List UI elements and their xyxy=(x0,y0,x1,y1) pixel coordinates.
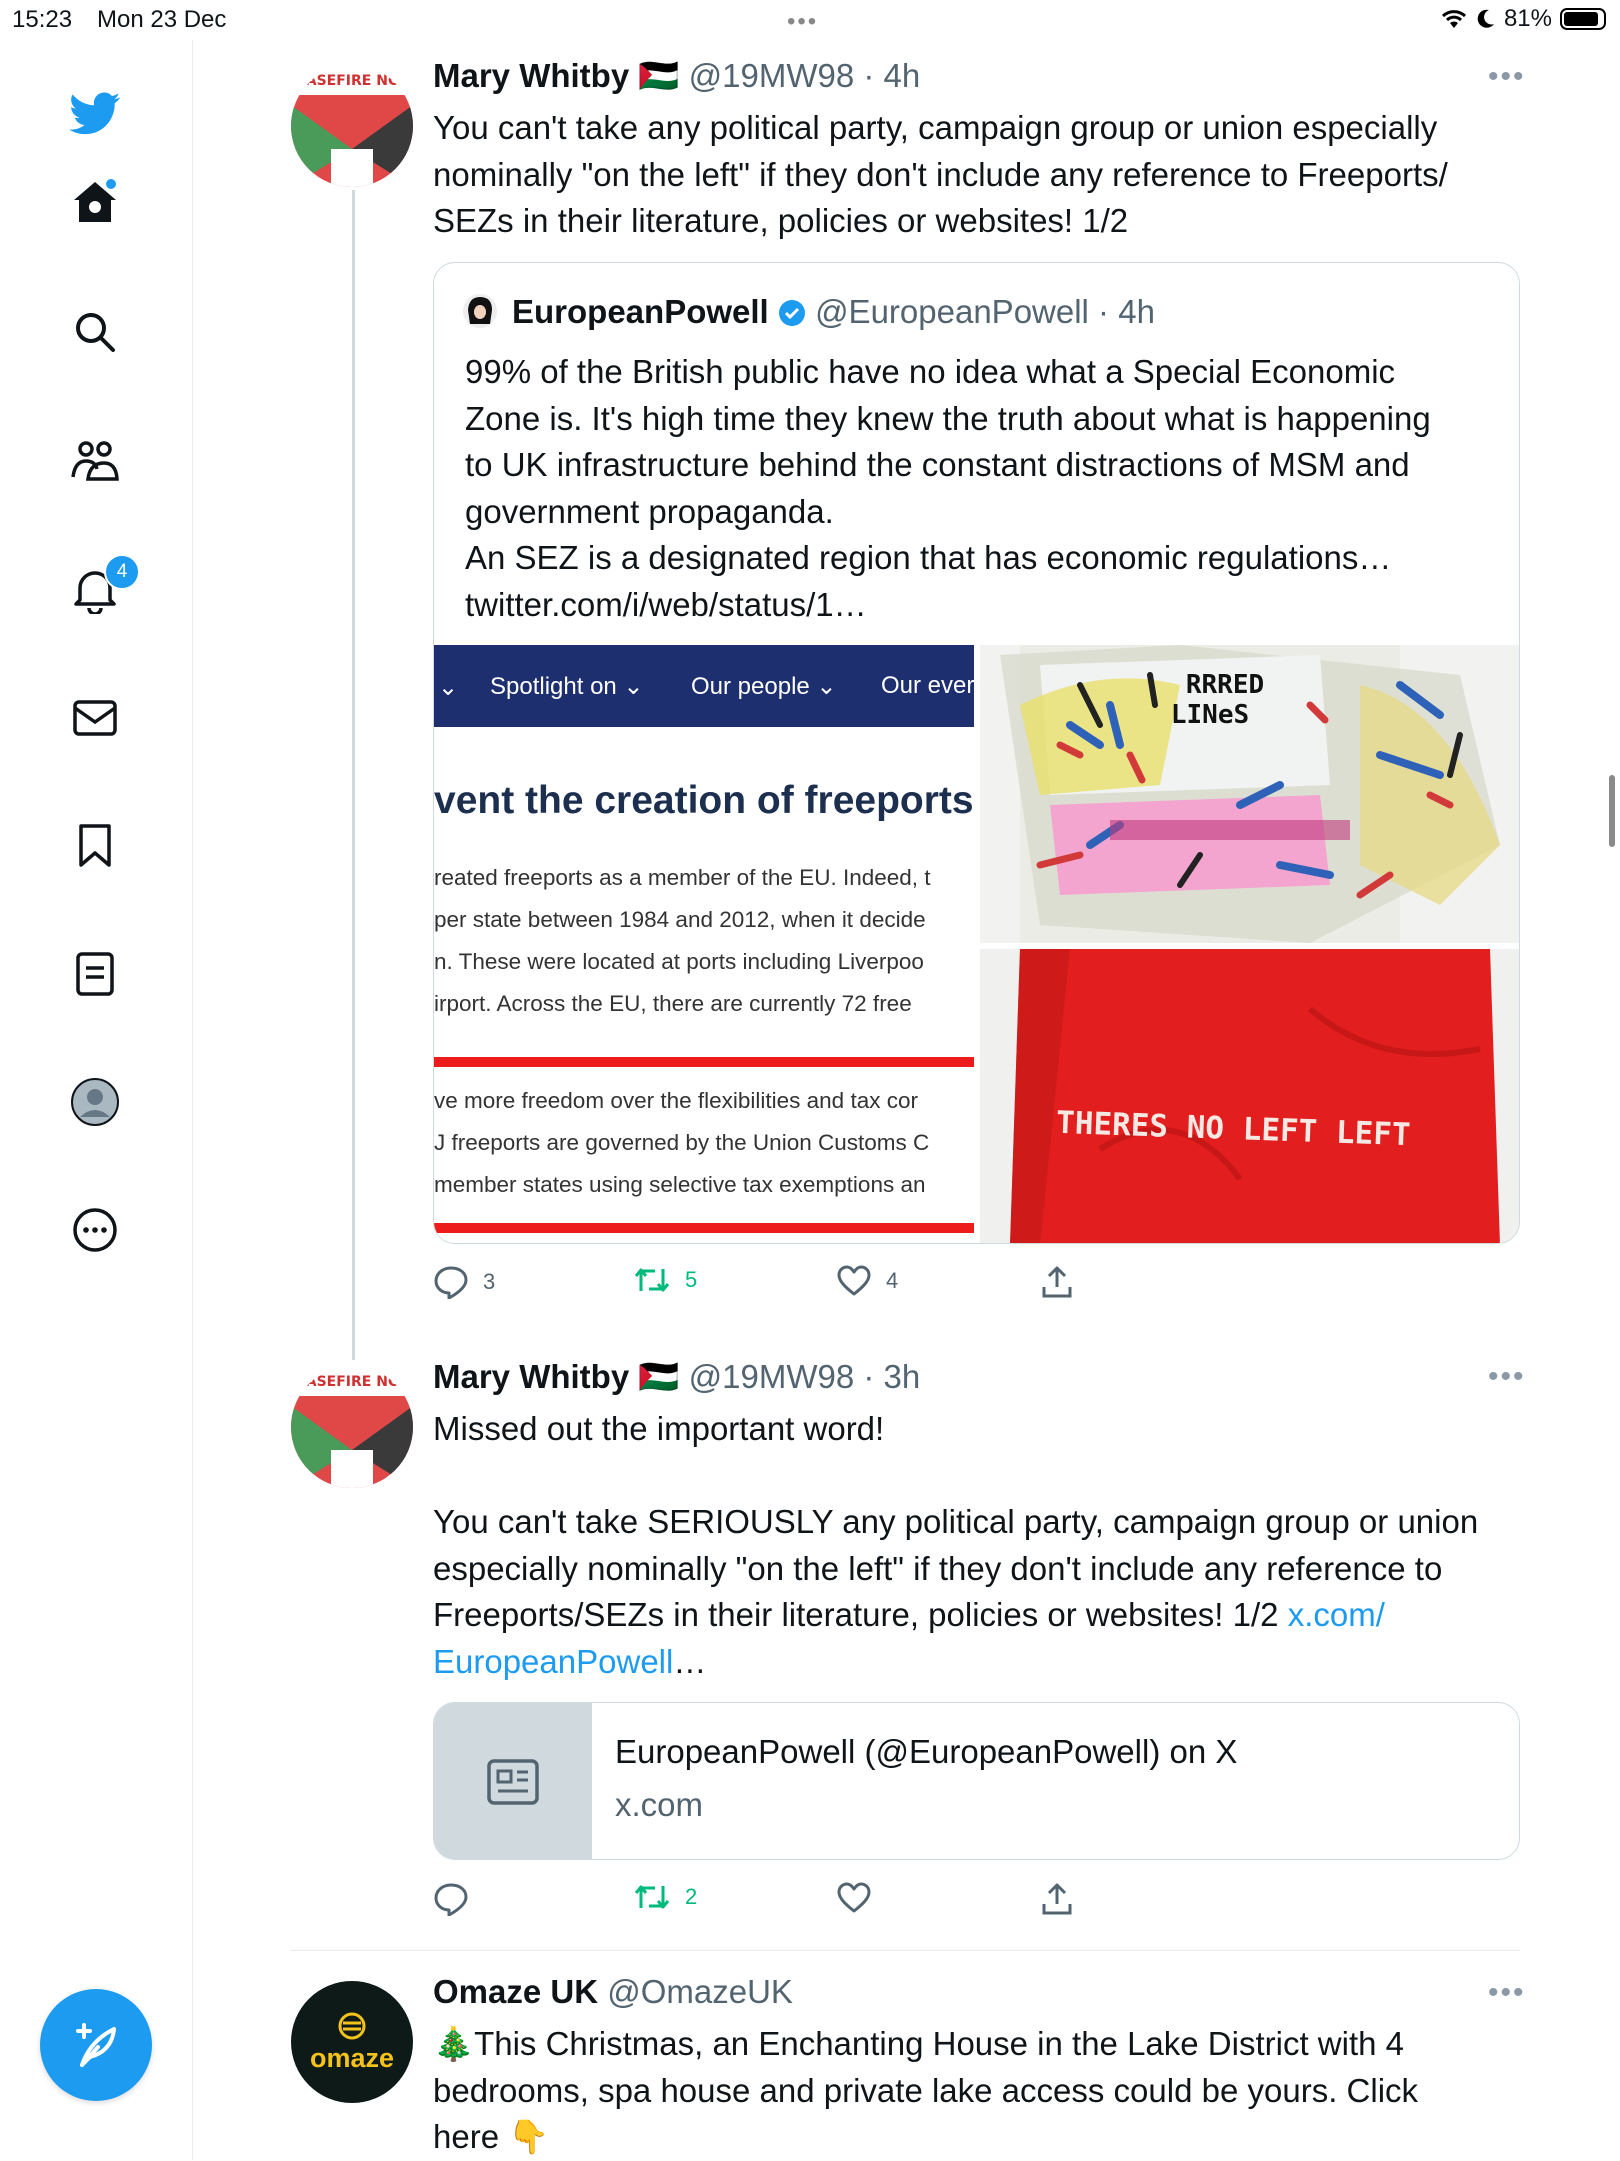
banner-text: THERES NO LEFT LEFT xyxy=(1055,1104,1412,1154)
author-name[interactable]: Omaze UK xyxy=(433,1973,599,2010)
home-icon[interactable] xyxy=(69,176,121,228)
compose-feather-icon xyxy=(68,2017,124,2073)
moon-icon xyxy=(1476,8,1496,30)
tweet-more-icon[interactable]: ••• xyxy=(1488,1976,1526,2009)
retweet-button[interactable] xyxy=(633,1265,697,1295)
link-ellipsis: … xyxy=(673,1642,707,1680)
like-button[interactable] xyxy=(836,1265,898,1297)
reply-button[interactable] xyxy=(433,1882,469,1916)
tweet-text-line: Missed out the important word! xyxy=(433,1410,885,1447)
image-nav-bar: ⌄ Spotlight on ⌄ Our people ⌄ Our ever xyxy=(434,645,974,727)
retweet-icon xyxy=(633,1882,671,1912)
quote-image-red-banner[interactable] xyxy=(980,949,1520,1244)
tweet-header xyxy=(433,1973,793,2011)
retweet-count: 5 xyxy=(685,1267,698,1292)
image-line: n. These were located at ports including Liverpoo xyxy=(434,949,924,974)
retweet-count: 2 xyxy=(685,1884,698,1909)
lists-icon[interactable] xyxy=(69,948,121,1000)
tweet-text: 🎄This Christmas, an Enchanting House in the Lake District with 4 bedrooms, spa house and private lake access could be yours. Click here 👇 xyxy=(433,2025,1419,2155)
reply-button[interactable] xyxy=(433,1265,495,1299)
image-heading: vent the creation of freeports xyxy=(434,779,974,822)
quote-avatar xyxy=(463,294,497,328)
heart-icon xyxy=(836,1265,872,1297)
multitasking-dots[interactable]: ••• xyxy=(787,8,819,35)
reply-count: 3 xyxy=(483,1269,496,1294)
tweet-more-icon[interactable]: ••• xyxy=(1488,1360,1526,1393)
scrollbar[interactable] xyxy=(1609,775,1615,847)
author-handle[interactable]: @OmazeUK xyxy=(607,1973,793,2010)
status-time: 15:23 xyxy=(12,6,73,33)
quote-text: 99% of the British public have no idea what a Special Economic Zone is. It's high time they knew the truth about what is happening to UK infrastructure behind the constant distractions of MSM and government propaganda. An SEZ is a designated region that has economic regulations… twitter.com/i/web/status/1… xyxy=(465,353,1431,623)
link-card-title: EuropeanPowell (@EuropeanPowell) on X xyxy=(615,1733,1238,1770)
svg-text:ASEFIRE NC: ASEFIRE NC xyxy=(305,73,399,89)
image-line: member states using selective tax exemptions an xyxy=(434,1172,926,1197)
like-count: 4 xyxy=(886,1268,899,1293)
quoted-tweet[interactable] xyxy=(433,262,1520,1244)
tweet-header xyxy=(433,57,920,96)
reply-icon xyxy=(433,1882,469,1916)
author-name[interactable]: Mary Whitby xyxy=(433,57,630,94)
link-card-domain: x.com xyxy=(615,1786,704,1823)
tweet-text: You can't take any political party, campaign group or union especially nominally "on the left" if they don't include any reference to Freeports/ SEZs in their literature, policies or websites! 1/2 xyxy=(433,109,1448,239)
more-options-icon[interactable] xyxy=(69,1204,121,1256)
profile-avatar-icon[interactable] xyxy=(69,1076,121,1128)
artwork-text: RRRED xyxy=(1185,670,1265,700)
image-line: per state between 1984 and 2012, when it decide xyxy=(434,907,926,932)
communities-icon[interactable] xyxy=(69,435,121,487)
avatar[interactable] xyxy=(291,1981,413,2103)
red-underline xyxy=(434,1057,974,1067)
quote-image-freeports[interactable] xyxy=(434,645,974,1244)
flag: 🇵🇸 xyxy=(638,1358,680,1395)
share-icon xyxy=(1041,1265,1073,1299)
image-line: ve more freedom over the flexibilities and tax cor xyxy=(434,1088,918,1113)
verified-badge-icon xyxy=(778,299,806,327)
share-button[interactable] xyxy=(1041,1265,1073,1299)
flag: 🇵🇸 xyxy=(638,57,680,94)
avatar[interactable] xyxy=(291,65,413,187)
notification-badge: 4 xyxy=(104,554,140,590)
image-line: reated freeports as a member of the EU. Indeed, t xyxy=(434,865,931,890)
avatar[interactable] xyxy=(291,1366,413,1488)
link-card[interactable] xyxy=(433,1702,1520,1860)
battery-icon xyxy=(1560,8,1606,30)
tweet-more-icon[interactable]: ••• xyxy=(1488,60,1526,93)
search-icon[interactable] xyxy=(69,306,121,358)
like-button[interactable] xyxy=(836,1882,872,1914)
status-bar xyxy=(0,0,1620,40)
twitter-logo-icon[interactable] xyxy=(69,88,121,140)
share-icon xyxy=(1041,1882,1073,1916)
image-nav-item: Our people xyxy=(691,673,810,700)
omaze-logo-icon xyxy=(335,2011,369,2041)
sidebar xyxy=(0,40,193,2160)
tweet-header xyxy=(433,1358,920,1397)
red-underline xyxy=(434,1223,974,1233)
wifi-icon xyxy=(1440,8,1468,30)
share-button[interactable] xyxy=(1041,1882,1073,1916)
battery-percent: 81% xyxy=(1503,5,1552,32)
author-handle-time[interactable]: @19MW98 · 4h xyxy=(688,57,921,94)
bookmarks-icon[interactable] xyxy=(69,820,121,872)
messages-envelope-icon[interactable] xyxy=(69,692,121,744)
link-card-thumbnail xyxy=(434,1703,592,1860)
image-nav-item: Spotlight on xyxy=(490,673,617,700)
quote-header xyxy=(512,293,1155,331)
tweet-link[interactable]: EuropeanPowell xyxy=(433,1642,674,1680)
svg-text:ASEFIRE NC: ASEFIRE NC xyxy=(305,1374,399,1390)
compose-tweet-button[interactable] xyxy=(40,1989,152,2101)
image-paragraph xyxy=(434,857,931,1025)
image-nav-item: Our ever xyxy=(881,672,974,699)
image-paragraph xyxy=(434,1080,929,1206)
tweet-body: You can't take SERIOUSLY any political party, campaign group or union especially nominally "on the left" if they don't include any reference to Freeports/SEZs in their literature, policies or websites! 1/2 xyxy=(433,1503,1479,1633)
tweet-text xyxy=(433,1499,1533,1685)
retweet-icon xyxy=(633,1265,671,1295)
author-name[interactable]: Mary Whitby xyxy=(433,1358,630,1395)
artwork-text: LINeS xyxy=(1170,700,1250,730)
article-icon xyxy=(486,1758,540,1806)
image-line: J freeports are governed by the Union Customs C xyxy=(434,1130,930,1155)
avatar-text: omaze xyxy=(309,2042,395,2073)
author-handle-time[interactable]: @19MW98 · 3h xyxy=(688,1358,921,1395)
thread-line xyxy=(352,190,355,1360)
status-date: Mon 23 Dec xyxy=(97,6,227,33)
retweet-button[interactable] xyxy=(633,1882,697,1912)
reply-icon xyxy=(433,1265,469,1299)
heart-icon xyxy=(836,1882,872,1914)
tweet-link[interactable]: x.com/ xyxy=(1287,1596,1385,1633)
tweet-divider xyxy=(290,1950,1520,1951)
image-line: irport. Across the EU, there are currently 72 free xyxy=(434,991,912,1016)
quote-image-artwork[interactable] xyxy=(980,645,1520,943)
quote-author-name: EuropeanPowell xyxy=(512,293,769,330)
quote-handle-time: @EuropeanPowell · 4h xyxy=(815,293,1155,330)
